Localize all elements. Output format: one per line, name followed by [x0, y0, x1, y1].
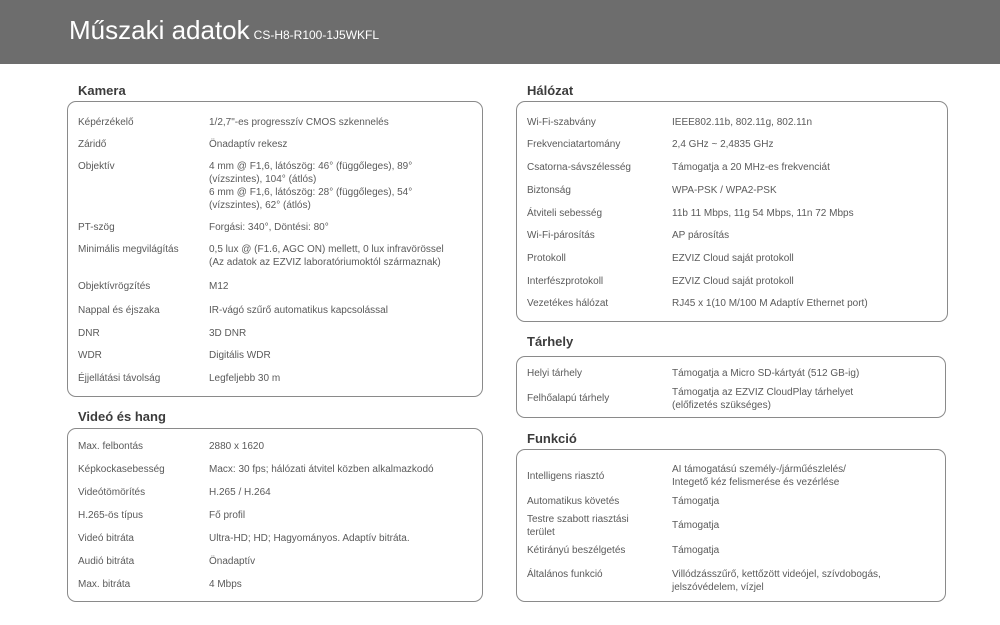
page-title: Műszaki adatok CS-H8-R100-1J5WKFL — [69, 15, 380, 45]
spec-key: Audió bitráta — [78, 556, 135, 567]
spec-value: Önadaptív rekesz — [209, 139, 288, 150]
spec-value: Támogatja a 20 MHz-es frekvenciát — [672, 162, 830, 173]
panel-video — [67, 428, 483, 602]
spec-key: Videótömörítés — [78, 487, 146, 498]
spec-key: Testre szabott riasztási terület — [527, 514, 629, 538]
spec-key: Felhőalapú tárhely — [527, 393, 610, 404]
spec-key: Nappal és éjszaka — [78, 305, 160, 316]
spec-key: Wi-Fi-párosítás — [527, 230, 595, 241]
spec-value: 3D DNR — [209, 328, 247, 339]
spec-key: Objektív — [78, 161, 115, 172]
spec-value: 11b 11 Mbps, 11g 54 Mbps, 11n 72 Mbps — [672, 208, 854, 219]
spec-value: 2,4 GHz ~ 2,4835 GHz — [672, 139, 774, 150]
spec-value: Fő profil — [209, 510, 246, 521]
spec-value: Önadaptív — [209, 556, 256, 567]
spec-key: Biztonság — [527, 185, 571, 196]
spec-key: Interfészprotokoll — [527, 276, 604, 287]
spec-value: Villódzásszűrő, kettőzött videójel, szívdobogás, jelszóvédelem, vízjel — [672, 569, 881, 593]
spec-value: M12 — [209, 281, 229, 292]
spec-key: Éjjellátási távolság — [78, 373, 161, 384]
spec-value: Forgási: 340°, Döntési: 80° — [209, 222, 329, 233]
spec-value: 2880 x 1620 — [209, 441, 265, 452]
section-title-kamera: Kamera — [78, 83, 126, 98]
panel-halozat — [516, 101, 948, 322]
spec-key: WDR — [78, 350, 102, 361]
spec-key: H.265-ös típus — [78, 510, 144, 521]
spec-value: WPA-PSK / WPA2-PSK — [672, 185, 777, 196]
spec-key: Képkockasebesség — [78, 464, 165, 475]
section-title-tarhely: Tárhely — [527, 334, 574, 349]
spec-key: Max. felbontás — [78, 441, 144, 452]
model-number: CS-H8-R100-1J5WKFL — [253, 28, 380, 42]
spec-key: Kétirányú beszélgetés — [527, 545, 626, 556]
spec-value: EZVIZ Cloud saját protokoll — [672, 253, 794, 264]
spec-value: Támogatja a Micro SD-kártyát (512 GB-ig) — [672, 368, 860, 379]
spec-value: AI támogatású személy-/járműészlelés/ Integető kéz felismerése és vezérlése — [672, 464, 846, 488]
spec-key: Záridő — [78, 139, 107, 150]
section-title-video: Videó és hang — [78, 409, 166, 424]
spec-key: Helyi tárhely — [527, 368, 583, 379]
spec-key: Max. bitráta — [78, 579, 131, 590]
panel-kamera — [67, 101, 483, 397]
spec-key: Protokoll — [527, 253, 566, 264]
spec-value: IEEE802.11b, 802.11g, 802.11n — [672, 117, 813, 128]
panel-funkcio — [516, 449, 946, 602]
spec-value: IR-vágó szűrő automatikus kapcsolással — [209, 305, 388, 316]
spec-key: Automatikus követés — [527, 496, 620, 507]
spec-value: 4 Mbps — [209, 579, 242, 590]
spec-value: Támogatja — [672, 496, 720, 507]
spec-value: Támogatja az EZVIZ CloudPlay tárhelyet (előfizetés szükséges) — [672, 387, 854, 411]
spec-key: Csatorna-sávszélesség — [527, 162, 631, 173]
spec-value: 1/2,7"-es progresszív CMOS szkennelés — [209, 117, 389, 128]
spec-key: DNR — [78, 328, 100, 339]
spec-value: Ultra-HD; HD; Hagyományos. Adaptív bitráta. — [209, 533, 410, 544]
spec-value: 0,5 lux @ (F1.6, AGC ON) mellett, 0 lux infravörössel (Az adatok az EZVIZ laboratóriumoktól származnak) — [209, 244, 444, 268]
spec-key: Wi-Fi-szabvány — [527, 117, 596, 128]
spec-key: PT-szög — [78, 222, 115, 233]
spec-key: Frekvenciatartomány — [527, 139, 621, 150]
spec-key: Átviteli sebesség — [527, 208, 603, 219]
panel-tarhely — [516, 356, 946, 418]
spec-value: RJ45 x 1(10 M/100 M Adaptív Ethernet port) — [672, 298, 868, 309]
page-header — [0, 0, 1000, 64]
spec-key: Objektívrögzítés — [78, 281, 151, 292]
spec-value: Támogatja — [672, 545, 720, 556]
spec-value: Legfeljebb 30 m — [209, 373, 281, 384]
spec-value: Digitális WDR — [209, 350, 271, 361]
spec-value: EZVIZ Cloud saját protokoll — [672, 276, 794, 287]
section-title-halozat: Hálózat — [527, 83, 574, 98]
spec-key: Videó bitráta — [78, 533, 134, 544]
spec-key: Vezetékes hálózat — [527, 298, 609, 309]
spec-value: H.265 / H.264 — [209, 487, 271, 498]
spec-value: Támogatja — [672, 520, 720, 531]
spec-key: Minimális megvilágítás — [78, 244, 179, 255]
spec-key: Képérzékelő — [78, 117, 134, 128]
spec-value: AP párosítás — [672, 230, 730, 241]
spec-value: 4 mm @ F1,6, látószög: 46° (függőleges), 89° (vízszintes), 104° (átlós) 6 mm @ F1,6, látószög: 28° (függőleges), 54° (vízszintes), 62° (átlós) — [209, 161, 413, 211]
section-title-funkcio: Funkció — [527, 431, 577, 446]
spec-key: Intelligens riasztó — [527, 471, 605, 482]
spec-value: Macx: 30 fps; hálózati átvitel közben alkalmazkodó — [209, 464, 434, 475]
spec-key: Általános funkció — [527, 569, 603, 580]
